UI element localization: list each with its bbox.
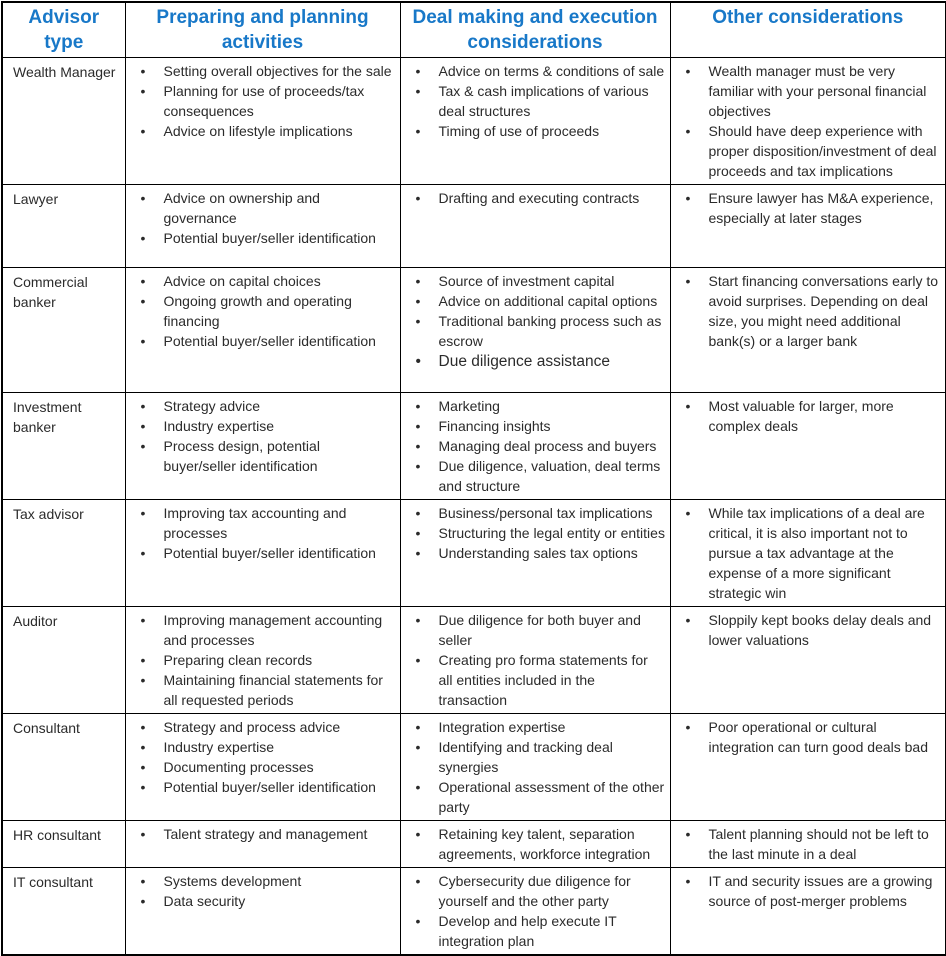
header-row	[2, 2, 946, 58]
bullet-item: • Timing of use of proceeds	[407, 121, 666, 141]
bullet-list	[677, 824, 942, 864]
other-considerations-cell	[670, 821, 946, 868]
preparing-activities-cell	[125, 500, 400, 607]
advisor-type-cell: Lawyer	[2, 185, 125, 268]
preparing-activities-cell	[125, 714, 400, 821]
bullet-list	[407, 188, 666, 208]
bullet-item: • Talent strategy and management	[132, 824, 396, 844]
bullet-item: • Understanding sales tax options	[407, 543, 666, 563]
other-considerations-cell	[670, 58, 946, 185]
bullet-item: • Operational assessment of the other party	[407, 777, 666, 817]
bullet-item: • Advice on ownership and governance	[132, 188, 396, 228]
deal-execution-cell	[400, 868, 670, 956]
bullet-item: • Poor operational or cultural integration can turn good deals bad	[677, 717, 942, 757]
bullet-list	[677, 271, 942, 351]
bullet-item: • Documenting processes	[132, 757, 396, 777]
bullet-item: • Identifying and tracking deal synergies	[407, 737, 666, 777]
bullet-item: • While tax implications of a deal are critical, it is also important not to pursue a tax advantage at the expense of a more significant strategic win	[677, 503, 942, 603]
bullet-item: • Advice on lifestyle implications	[132, 121, 396, 141]
deal-execution-cell	[400, 268, 670, 393]
bullet-list	[132, 61, 396, 141]
bullet-item: • Due diligence, valuation, deal terms and structure	[407, 456, 666, 496]
bullet-list	[677, 396, 942, 436]
table-row	[2, 714, 946, 821]
bullet-list	[407, 271, 666, 373]
bullet-item: • Wealth manager must be very familiar with your personal financial objectives	[677, 61, 942, 121]
bullet-item: • Retaining key talent, separation agreements, workforce integration	[407, 824, 666, 864]
advisor-type-cell: Wealth Manager	[2, 58, 125, 185]
table-row	[2, 185, 946, 268]
advisor-type-cell: Tax advisor	[2, 500, 125, 607]
bullet-item: • Start financing conversations early to avoid surprises. Depending on deal size, you might need additional bank(s) or a larger bank	[677, 271, 942, 351]
table-row	[2, 58, 946, 185]
other-considerations-cell	[670, 500, 946, 607]
bullet-list	[407, 396, 666, 496]
deal-execution-cell	[400, 500, 670, 607]
bullet-item: • Sloppily kept books delay deals and lower valuations	[677, 610, 942, 650]
bullet-item: • Setting overall objectives for the sale	[132, 61, 396, 81]
other-considerations-cell	[670, 714, 946, 821]
bullet-list	[677, 503, 942, 603]
bullet-item: • Due diligence for both buyer and seller	[407, 610, 666, 650]
column-header-advisor-type: Advisor type	[2, 2, 125, 58]
bullet-item: • Ongoing growth and operating financing	[132, 291, 396, 331]
preparing-activities-cell	[125, 821, 400, 868]
preparing-activities-cell	[125, 268, 400, 393]
bullet-item: • Advice on terms & conditions of sale	[407, 61, 666, 81]
bullet-list	[407, 610, 666, 710]
bullet-item: • Strategy and process advice	[132, 717, 396, 737]
bullet-list	[407, 824, 666, 864]
bullet-list	[407, 871, 666, 951]
bullet-item: • Process design, potential buyer/seller identification	[132, 436, 396, 476]
deal-execution-cell	[400, 185, 670, 268]
bullet-item: • Marketing	[407, 396, 666, 416]
preparing-activities-cell	[125, 868, 400, 956]
bullet-list	[677, 871, 942, 911]
table-body	[2, 58, 946, 956]
bullet-item: • Industry expertise	[132, 737, 396, 757]
bullet-item: • Business/personal tax implications	[407, 503, 666, 523]
bullet-item: • Potential buyer/seller identification	[132, 543, 396, 563]
deal-execution-cell	[400, 393, 670, 500]
advisor-type-cell: Auditor	[2, 607, 125, 714]
bullet-item: • Strategy advice	[132, 396, 396, 416]
bullet-list	[677, 717, 942, 757]
bullet-item: • Advice on additional capital options	[407, 291, 666, 311]
bullet-item: • Structuring the legal entity or entities	[407, 523, 666, 543]
bullet-list	[677, 188, 942, 228]
other-considerations-cell	[670, 268, 946, 393]
advisor-type-cell: HR consultant	[2, 821, 125, 868]
bullet-item: • Integration expertise	[407, 717, 666, 737]
bullet-item: • Cybersecurity due diligence for yourself and the other party	[407, 871, 666, 911]
preparing-activities-cell	[125, 393, 400, 500]
bullet-list	[132, 717, 396, 797]
deal-execution-cell	[400, 821, 670, 868]
bullet-item: • Improving management accounting and processes	[132, 610, 396, 650]
table-row	[2, 393, 946, 500]
bullet-list	[132, 871, 396, 911]
bullet-item: • Potential buyer/seller identification	[132, 777, 396, 797]
other-considerations-cell	[670, 185, 946, 268]
preparing-activities-cell	[125, 58, 400, 185]
bullet-item: • Maintaining financial statements for all requested periods	[132, 670, 396, 710]
advisor-type-cell: IT consultant	[2, 868, 125, 956]
advisor-type-cell: Investment banker	[2, 393, 125, 500]
other-considerations-cell	[670, 393, 946, 500]
bullet-item: • Most valuable for larger, more complex deals	[677, 396, 942, 436]
bullet-item: • Due diligence assistance	[407, 351, 666, 373]
bullet-item: • Source of investment capital	[407, 271, 666, 291]
table-row	[2, 821, 946, 868]
bullet-item: • Improving tax accounting and processes	[132, 503, 396, 543]
bullet-item: • Planning for use of proceeds/tax consequences	[132, 81, 396, 121]
bullet-item: • Creating pro forma statements for all entities included in the transaction	[407, 650, 666, 710]
bullet-list	[132, 503, 396, 563]
other-considerations-cell	[670, 607, 946, 714]
preparing-activities-cell	[125, 185, 400, 268]
bullet-list	[132, 271, 396, 351]
bullet-item: • Tax & cash implications of various deal structures	[407, 81, 666, 121]
table-row	[2, 868, 946, 956]
column-header-deal-making: Deal making and execution considerations	[400, 2, 670, 58]
deal-execution-cell	[400, 58, 670, 185]
column-header-preparing-planning: Preparing and planning activities	[125, 2, 400, 58]
other-considerations-cell	[670, 868, 946, 956]
bullet-item: • Develop and help execute IT integration plan	[407, 911, 666, 951]
bullet-item: • Systems development	[132, 871, 396, 891]
bullet-item: • Financing insights	[407, 416, 666, 436]
advisor-type-cell: Commercial banker	[2, 268, 125, 393]
bullet-list	[132, 824, 396, 844]
bullet-list	[677, 61, 942, 181]
table-row	[2, 268, 946, 393]
bullet-list	[132, 396, 396, 476]
bullet-item: • Industry expertise	[132, 416, 396, 436]
advisor-type-cell: Consultant	[2, 714, 125, 821]
column-header-other-considerations: Other considerations	[670, 2, 946, 58]
bullet-item: • Preparing clean records	[132, 650, 396, 670]
bullet-list	[407, 717, 666, 817]
bullet-list	[132, 188, 396, 248]
deal-execution-cell	[400, 607, 670, 714]
bullet-item: • Should have deep experience with proper disposition/investment of deal proceeds and tax implications	[677, 121, 942, 181]
advisor-roles-table	[1, 1, 946, 956]
bullet-item: • IT and security issues are a growing source of post-merger problems	[677, 871, 942, 911]
deal-execution-cell	[400, 714, 670, 821]
table-row	[2, 607, 946, 714]
preparing-activities-cell	[125, 607, 400, 714]
bullet-list	[132, 610, 396, 710]
bullet-item: • Managing deal process and buyers	[407, 436, 666, 456]
bullet-item: • Drafting and executing contracts	[407, 188, 666, 208]
bullet-item: • Talent planning should not be left to the last minute in a deal	[677, 824, 942, 864]
bullet-item: • Potential buyer/seller identification	[132, 331, 396, 351]
bullet-item: • Traditional banking process such as escrow	[407, 311, 666, 351]
bullet-list	[677, 610, 942, 650]
bullet-item: • Data security	[132, 891, 396, 911]
bullet-item: • Ensure lawyer has M&A experience, especially at later stages	[677, 188, 942, 228]
bullet-item: • Potential buyer/seller identification	[132, 228, 396, 248]
bullet-list	[407, 503, 666, 563]
table-header	[2, 2, 946, 58]
table-row	[2, 500, 946, 607]
bullet-item: • Advice on capital choices	[132, 271, 396, 291]
bullet-list	[407, 61, 666, 141]
document-page	[0, 1, 946, 949]
